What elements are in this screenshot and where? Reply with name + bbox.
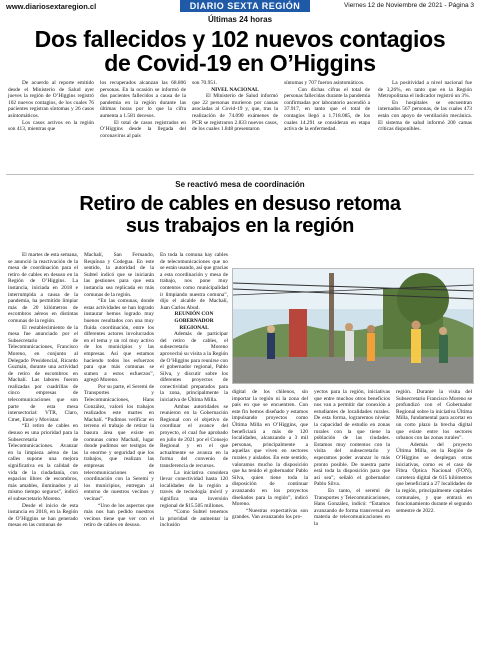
story1-headline (0, 27, 480, 75)
paragraph: En hospitales se encuentran internados 567 personas, de las cuales 473 están con apoyo de ventilación mecánica. El sistema de salud informó 200 camas críticas disponibles. (378, 99, 472, 133)
paragraph: Ambas autoridades se reunieron en la Gobernación Regional con el objetivo de coordinar el avance del proyecto, el cual fue aprobado en julio de 2021 por el Consejo Regional y en el que actualmente se avanza en la forma del convenio de transferencia de recursos. (160, 403, 228, 469)
paragraph: “Como Subtel tenemos la prioridad de aumentar la inclusión (160, 509, 228, 529)
paragraph: Desde el inicio de esta instancia en 2018, en la Región de O’Higgins se han generado mesas en las comunas de (8, 502, 78, 529)
story1-column-3 (192, 80, 278, 133)
story2-column-1 (8, 252, 78, 529)
story1-column-5 (378, 80, 472, 133)
paragraph: “En las comunas, donde estas actividades se han logrado instaurar hemos logrado muy buenos resultados con una muy fluida coordinación, entre los diferentes actores involucrados en el tema y un rol muy activo de los municipios y las empresas. Así que estamos haciendo todos los esfuerzos para que más comunas se sumen a estos esfuerzos”, agregó Moreno. (84, 298, 154, 384)
paragraph: La iniciativa considera llevar conectividad hasta 120 localidades de la región a través de tecnología móvil y significa una inversión regional de $15.505 millones. (160, 469, 228, 509)
story2-column-4 (232, 389, 308, 521)
paragraph: En tanto, el seremi de Transportes y Telecomunicaciones, Hans González, indicó: “Estamos avanzando de forma transversal en materia de telecomunicaciones en la (314, 487, 390, 527)
story2-column-6 (396, 389, 472, 514)
paragraph: La positividad a nivel nacional fue de 3,26%, en tanto que en la Región Metropolitana el indicador registró un 3%. (378, 80, 472, 100)
paragraph: El martes de esta semana, se anunció la reactivación de la mesa de coordinación para el retiro de cables en desuso en la Región de O’Higgins. La instancia, iniciada en 2018 e interrumpida a causa de la pandemia, ha permitido limpiar más de 20 kilómetros de escombros aéreos en distintas comunas de la región. (8, 252, 78, 324)
paragraph: Con dichas cifras el total de personas fallecidas durante la pandemia confirmadas por laboratorio ascendió a 37.917, en tanto que el total de contagios llegó a 1.718.085, de los cuales 14.291 se consideran en etapa activa de la enfermedad. (284, 86, 370, 133)
cable-removal-photo (233, 269, 474, 384)
story2-column-2 (84, 252, 154, 529)
paragraph: síntomas y 707 fueron asintomáticos. (284, 80, 365, 86)
paragraph: son 70.951. (192, 80, 218, 86)
paragraph: digital de los chilenos, sin importar la región ni la zona del país en que se encuentren. Con este fin hemos diseñado y estamos impulsando proyectos como Última Milla en O’Higgins, que beneficiará a más de 120 localidades, alcanzando a 3 mil personas, principalmente a aquellas que viven en sectores rurales y aislados. En este sentido, valoramos mucho la disposición que ha tenido el gobernador Pablo Silva, quien tiene toda la disposición de continuar avanzando en los proyectos diseñados para la región”, indicó Moreno. (232, 389, 308, 508)
paragraph: De acuerdo al reporte emitido desde el Ministerio de Salud ayer jueves la región de O’Higgins registró 102 nuevos contagios, de los cuales 76 pacientes registran síntomas y 26 casos asintomáticos. (8, 80, 94, 119)
story2-column-3 (160, 252, 228, 529)
issue-dateline: Viernes 12 de Noviembre de 2021 - Página 3 (344, 2, 474, 9)
paragraph: Machalí, San Fernando, Requínoa y Codegua. En este sentido, la autoridad de la Subtel indicó que se iniciarán las gestiones para que esta instancia sea replicada en más comunas de la región. (84, 252, 154, 298)
newspaper-brand: DIARIO SEXTA REGIÓN (180, 0, 310, 12)
story2-headline-line2: sus trabajos en la región (125, 215, 355, 237)
paragraph: Por su parte, el Seremi de Transportes y Telecomunicaciones, Hans González, valoró los trabajos realizados este martes en Machalí. “Pudimos verificar en terreno el trabajo de retirar la basura área que existe en comunas como Machalí, lugar donde pudimos ser testigos de la enorme y seguridad que los trabajos, que realizan las empresas de telecomunicaciones en coordinación con la Seremi y los municipios, entregan al entorno de nuestros vecinos y vecinas”. (84, 383, 154, 502)
paragraph: región. Durante la visita del Subsecretario Francisco Moreno se profundizó con el Gobernador Regional sobre la iniciativa Última Milla, fundamental para acortar en un corto plazo la brecha digital que existe entre los sectores urbanos con las zonas rurales”. (396, 389, 472, 442)
paragraph: los recuperados alcanzan las 68.806 personas. En la ocasión se informó de dos pacientes fallecidos a causa de la pandemia en la región durante las últimas horas por lo que la cifra aumenta a 1.581 decesos. (100, 80, 186, 119)
subheading: REUNIÓN CON GOBERNADOR REGIONAL (174, 311, 214, 331)
page-header (0, 0, 480, 12)
paragraph: “Nuestras expectativas son grandes. Van avanzando los pro- (232, 507, 308, 521)
paragraph: El restablecimiento de la mesa fue anunciado por el Subsecretario de Telecomunicaciones, Francisco Moreno, en conjunto al Delegado Presidencial, Ricardo Guzmán, durante una actividad de retiro de escombros en Machalí. Las labores fueron realizadas por cuadrillas de cinco empresas de telecomunicaciones que son parte de esta mesa intersectorial: VTR, Claro, Cmet, Entel y Movistar. (8, 324, 78, 423)
story2-headline (0, 193, 480, 237)
news-photo (232, 268, 474, 384)
paragraph: Además del proyecto Última Milla, en la Región de O’Higgins se desplegan otras iniciativas, como es el caso de Fibra Óptica Nacional (FON), carretera digital de 615 kilómetros que beneficiará a 27 localidades de la región, principalmente capitales comunales, y que entrará en funcionamiento durante el segundo semestre de 2022. (396, 441, 472, 514)
paragraph: yectos para la región, iniciativas que entre muchos otros beneficios nos van a permitir dar conexión a estudiantes de localidades rurales. De esta forma, lograremos nivelar la capacidad de estudio en zonas rurales con la que tiene la población de las ciudades. Estamos muy contentos con la visita del subsecretario y esperamos poder avanzar lo más pronto posible. De nuestra parte está toda la disposición para que así sea”, señaló el gobernador Pablo Silva. (314, 389, 390, 488)
paragraph: En toda la comuna hay cables de telecomunicaciones que no se están usando, así que gracias a esta coordinación y mesa de trabajo, nos pone muy contentos como municipalidad ir limpiando nuestra comuna”, dijo el alcalde de Machalí, Juan Carlos Abud. (160, 252, 228, 311)
paragraph: “Uno de los aspectos que más nos han pedido nuestros vecinos tiene que ver con el retiro de cables en desuso. (84, 502, 154, 529)
story1-kicker: Últimas 24 horas (207, 15, 273, 24)
paragraph: El Ministerio de Salud informó que 22 personas murieron por causas asociadas al Covid-19 y, que, tras la realización de 74.090 exámenes de PCR se registraron 2.833 nuevos casos, de los cuales 1.848 presentaron (192, 93, 278, 133)
paragraph: El total de casos registrados en O’Higgins desde la llegada del coronavirus al país (100, 119, 186, 139)
paragraph: Además de participar del retiro de cables, el subsecretario Moreno aprovechó su visita a la Región de O’Higgins para reunirse con el gobernador regional, Pablo Silva, y discutir sobre los diferentes proyectos de conectividad preparados para la zona, principalmente la iniciativa de Última Milla. (160, 331, 228, 404)
site-url[interactable]: www.diariosextaregion.cl (6, 2, 97, 11)
paragraph: “El retiro de cables en desuso es una prioridad para la Subsecretaría de Telecomunicaciones. Avanzar en la limpieza aérea de las calles supone una mejora significativa en la calidad de vida de la ciudadanía, con espacios libres de escombros, más amables, iluminados y al mismo tiempo seguros”, indicó el subsecretario Moreno. (8, 423, 78, 502)
story1-headline-line1: Dos fallecidos y 102 nuevos contagios (34, 26, 446, 52)
story1-column-2 (100, 80, 186, 139)
subheading: NIVEL NACIONAL (211, 86, 259, 93)
paragraph: Los casos activos en la región son 413, mientras que (8, 119, 94, 133)
story2-column-5 (314, 389, 390, 527)
section-divider (6, 174, 474, 175)
story1-headline-line2: de Covid-19 en O’Higgins (104, 50, 376, 76)
story1-column-4 (284, 80, 370, 133)
story2-headline-line1: Retiro de cables en desuso retoma (79, 193, 401, 215)
story2-kicker: Se reactivó mesa de coordinación (175, 180, 305, 189)
story1-column-1 (8, 80, 94, 133)
